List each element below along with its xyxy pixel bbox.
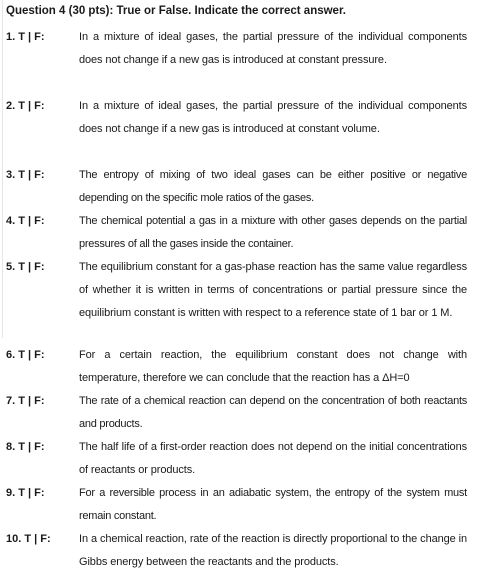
question-text: The chemical potential a gas in a mixture with other gases depends on the partial pressures of all the gases inside the container. <box>79 215 467 250</box>
question-text: The half life of a first-order reaction does not depend on the initial concentrations of reactants or products. <box>79 441 467 476</box>
question-label: 5. T | F: <box>6 261 45 273</box>
left-margin-rule <box>2 0 3 338</box>
question-label: 9. T | F: <box>6 487 45 499</box>
question-text: The rate of a chemical reaction can depend on the concentration of both reactants and products. <box>79 395 467 430</box>
question-text: In a chemical reaction, rate of the reaction is directly proportional to the change in Gibbs energy between the reactants and the products. <box>79 533 467 568</box>
question-text: In a mixture of ideal gases, the partial pressure of the individual components does not change if a new gas is introduced at constant pressure. <box>79 31 467 66</box>
question-label: 7. T | F: <box>6 395 45 407</box>
question-label: 10. T | F: <box>6 533 51 545</box>
question-text: The entropy of mixing of two ideal gases can be either positive or negative depending on the specific mole ratios of the gases. <box>79 169 467 204</box>
question-label: 6. T | F: <box>6 349 45 361</box>
question-label: 3. T | F: <box>6 169 45 181</box>
question-text: For a reversible process in an adiabatic system, the entropy of the system must remain constant. <box>79 487 467 522</box>
question-text: In a mixture of ideal gases, the partial pressure of the individual components does not change if a new gas is introduced at constant volume. <box>79 100 467 135</box>
question-label: 8. T | F: <box>6 441 45 453</box>
question-label: 2. T | F: <box>6 100 45 112</box>
question-label: 4. T | F: <box>6 215 45 227</box>
question-heading: Question 4 (30 pts): True or False. Indicate the correct answer. <box>6 5 346 17</box>
question-text: For a certain reaction, the equilibrium constant does not change with temperature, therefore we can conclude that the reaction has a ΔH=0 <box>79 349 467 384</box>
question-text: The equilibrium constant for a gas-phase reaction has the same value regardless of whether it is written in terms of concentrations or partial pressure since the equilibrium constant is written with respect to a reference state of 1 bar or 1 M. <box>79 261 467 319</box>
question-label: 1. T | F: <box>6 31 45 43</box>
